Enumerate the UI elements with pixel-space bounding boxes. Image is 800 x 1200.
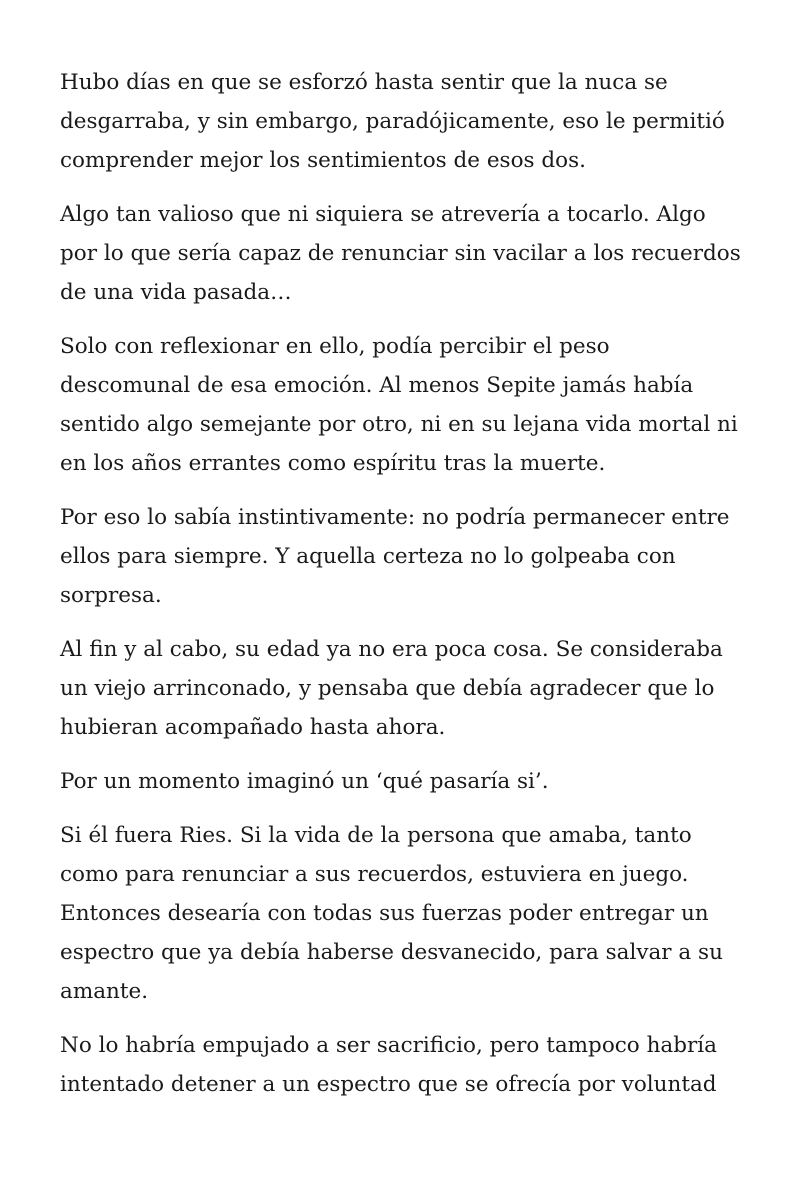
document-page (60, 63, 744, 1119)
paragraph: Por eso lo sabía instintivamente: no podría permanecer entre ellos para siempre. Y aquella certeza no lo golpeaba con sorpresa. (60, 505, 730, 608)
paragraph: Hubo días en que se esforzó hasta sentir que la nuca se desgarraba, y sin embargo, paradójicamente, eso le permitió comprender mejor los sentimientos de esos dos. (60, 70, 725, 173)
paragraph: No lo habría empujado a ser sacrificio, pero tampoco habría intentado detener a un espectro que se ofrecía por voluntad (60, 1033, 717, 1097)
paragraph: Si él fuera Ries. Si la vida de la persona que amaba, tanto como para renunciar a sus recuerdos, estuviera en juego. Entonces desearía con todas sus fuerzas poder entregar un espectro que ya debía haberse desvanecido, para salvar a su amante. (60, 823, 723, 1004)
paragraph: Algo tan valioso que ni siquiera se atrevería a tocarlo. Algo por lo que sería capaz de renunciar sin vacilar a los recuerdos de una vida pasada… (60, 202, 741, 305)
paragraph: Solo con reflexionar en ello, podía percibir el peso descomunal de esa emoción. Al menos Sepite jamás había sentido algo semejante por otro, ni en su lejana vida mortal ni en los años errantes como espíritu tras la muerte. (60, 334, 738, 476)
paragraph: Al fin y al cabo, su edad ya no era poca cosa. Se consideraba un viejo arrinconado, y pensaba que debía agradecer que lo hubieran acompañado hasta ahora. (60, 637, 723, 740)
paragraph: Por un momento imaginó un ‘qué pasaría si’. (60, 769, 549, 794)
